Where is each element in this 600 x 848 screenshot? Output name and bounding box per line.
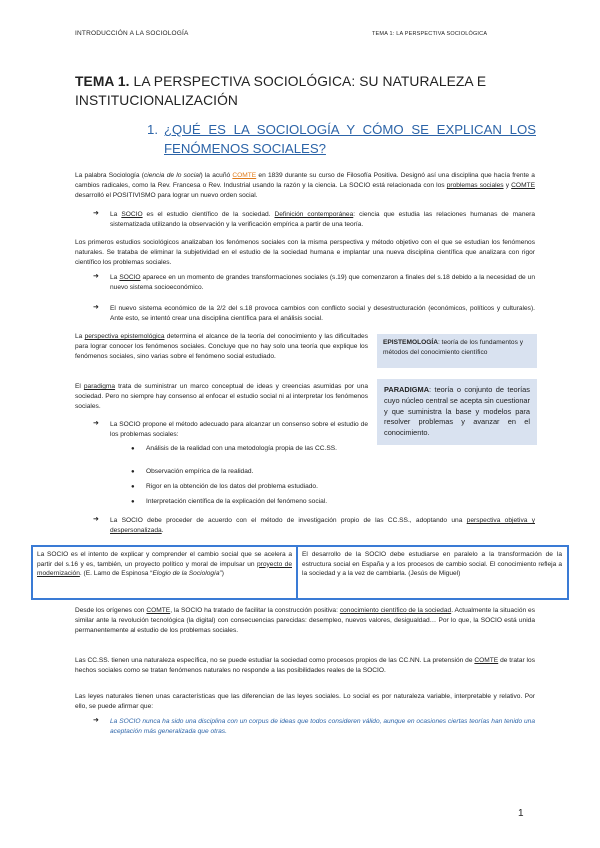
header-left: INTRODUCCIÓN A LA SOCIOLOGÍA <box>75 30 189 37</box>
bullet-socio-method: La SOCIO propone el método adecuado para alcanzar un consenso sobre el estudio de los problemas sociales: <box>110 421 368 439</box>
subbullet-item: Análisis de la realidad con una metodología propia de las CC.SS. <box>146 445 337 452</box>
paragraph-intro <box>75 171 535 202</box>
text: es el estudio científico de la sociedad. <box>142 211 275 218</box>
page-number: 1 <box>518 808 524 819</box>
text-underlined: perspectiva epistemológica <box>84 333 165 340</box>
comte-link[interactable]: COMTE <box>232 172 257 179</box>
paragraph-natural-laws: Las leyes naturales tienen unas características que las diferencian de las leyes sociales. Lo social es por naturaleza variable, interpretable y relativo. Por ello, se puede afirmar que: <box>75 693 535 711</box>
arrow-bullet-icon: ➜ <box>93 717 99 724</box>
text: de tratar los hechos sociales como se tratan fenómenos naturales no responde a las posibilidades reales de la SOCIO. <box>75 657 535 675</box>
bullet-socio-procedure <box>110 516 535 536</box>
paragraph-first-studies: Los primeros estudios sociológicos analizaban los fenómenos sociales con la misma perspectiva y método objetivo con el que se estudian los fenómenos naturales. Se trataba de eliminar la subjetividad en el estudio de la sociedad humana e implantar una nueva disciplina científica que analizara con rigor científico los problemas sociales. <box>75 239 535 267</box>
definition-box-epistemologia <box>377 334 537 368</box>
quotes-divider <box>296 547 298 598</box>
text-underlined: SOCIO <box>119 274 141 281</box>
text: : ciencia que estudia las relaciones humanas de manera sistematizada utilizando la observación y la verificación empírica a partir de una teoría. <box>110 211 536 229</box>
text: La <box>110 211 122 218</box>
text-underlined: SOCIO <box>121 211 143 218</box>
term: PARADIGMA <box>384 385 430 394</box>
text: desarrolló el POSITIVISMO para lograr un nuevo orden social. <box>75 192 258 200</box>
text: trata de suministrar un marco conceptual de ideas y creencias asumidas por una sociedad. Pero no siempre hay consenso al enfocar el estudio social ni al interpretar los fenómenos sociales. <box>75 383 368 411</box>
text-underlined: Definición contemporánea <box>274 211 354 218</box>
text: ) la acuñó <box>200 172 233 179</box>
text: La <box>110 274 120 281</box>
text-underlined: COMTE <box>146 607 171 614</box>
header-right: TEMA 1: LA PERSPECTIVA SOCIOLÓGICA <box>372 31 488 37</box>
text: La <box>75 333 85 340</box>
bullet-socio-definition <box>110 210 535 230</box>
section-heading-line1: ¿QUÉ ES LA SOCIOLOGÍA Y CÓMO SE EXPLICAN LOS <box>164 122 536 137</box>
text-underlined: COMTE <box>511 182 535 190</box>
section-number: 1. <box>147 122 158 137</box>
dot-bullet-icon: ● <box>131 484 135 490</box>
paragraph-origins <box>75 606 535 637</box>
paragraph-paradigm <box>75 382 368 413</box>
quote-lamo-de-espinosa <box>37 550 292 579</box>
text: determina el alcance de la teoría del conocimiento y las dificultades para lograr conocer los fenómenos sociales. Concluye que no hay solo una teoría que explique los fenómenos sociales, sino varias sobre el fenómeno social estudiado. <box>75 333 368 361</box>
section-heading-line2: FENÓMENOS SOCIALES? <box>164 141 326 156</box>
text-italic: Elogio de la Sociología <box>152 570 220 578</box>
definition: : teoría o conjunto de teorías cuyo núcleo central se acepta sin cuestionar y que suministra la base y modelos para resolver problemas y avanzar en el conocimiento. <box>384 385 530 438</box>
text-italic: ciencia de lo social <box>143 172 201 179</box>
arrow-bullet-icon: ➜ <box>93 516 99 523</box>
title-text-2: INSTITUCIONALIZACIÓN <box>75 93 238 108</box>
subbullet-item: Rigor en la obtención de los datos del problema estudiado. <box>146 483 318 490</box>
arrow-bullet-icon: ➜ <box>93 420 99 427</box>
bullet-socio-corpus: La SOCIO nunca ha sido una disciplina con un corpus de ideas que todos consideren válido, aunque en ocasiones ciertas teorías han tenido una aceptación más generalizada que otras. <box>110 718 535 736</box>
bullet-socio-origin <box>110 273 535 293</box>
dot-bullet-icon: ● <box>131 499 135 505</box>
text: . <box>161 527 164 535</box>
section-heading <box>164 120 536 158</box>
title-number: TEMA 1. <box>75 74 130 89</box>
text-underlined: COMTE <box>474 657 499 664</box>
definition-box-paradigma <box>377 379 537 445</box>
term: EPISTEMOLOGÍA <box>383 339 438 346</box>
text: La SOCIO es el intento de explicar y comprender el cambio social que se acelera a partir del s.16 y es, también, un proyecto político y moral de impulsar un <box>37 551 292 568</box>
definition: : teoría de los fundamentos y métodos del conocimiento científico <box>383 339 523 356</box>
text: ”) <box>219 570 224 578</box>
quote-jesus-de-miguel: El desarrollo de la SOCIO debe estudiarse en paralelo a la transformación de la estructura social en España y a los procesos de cambio social. El conocimiento refleja a la sociedad y a la vez de cambiarla. (Jesús de Miguel) <box>302 551 562 578</box>
subbullet-item: Observación empírica de la realidad. <box>146 468 254 475</box>
text: y <box>503 182 512 190</box>
subbullet-item: Interpretación científica de la explicación del fenómeno social. <box>146 498 328 505</box>
text: en 1839 durante su curso de Filosofía Positiva. Designó así una disciplina que hacía frente a cambios radicales, como la Rev. Francesa o Rev. Industrial usando la razón y la ciencia. La SOCIO está relacionada con los <box>75 172 535 190</box>
text-underlined: conocimiento científico de la sociedad <box>339 607 452 614</box>
arrow-bullet-icon: ➜ <box>93 273 99 280</box>
paragraph-social-sciences <box>75 656 535 676</box>
text: La palabra Sociología ( <box>75 172 144 179</box>
text-underlined: proyecto de modernización <box>37 560 292 578</box>
bullet-economic-system: El nuevo sistema económico de la 2/2 del s.18 provoca cambios con conflicto social y desestructuración (económicos, políticos y culturales). Ante esto, se intentó crear una disciplina científica para el análisis social. <box>110 305 535 323</box>
text: , la SOCIO ha tratado de facilitar la construcción positiva: <box>170 607 340 614</box>
text: aparece en un momento de grandes transformaciones sociales (s.19) que comenzaron a finales del s.18 debido a la necesidad de un nuevo sistema socioeconómico. <box>110 274 535 292</box>
text: . (E. Lamo de Espinosa “ <box>79 570 153 578</box>
text-underlined: problemas sociales <box>446 182 504 190</box>
text: La SOCIO debe proceder de acuerdo con el método de investigación propio de las CC.SS., adoptando una <box>110 517 467 524</box>
page-title <box>75 72 535 110</box>
dot-bullet-icon: ● <box>131 469 135 475</box>
paragraph-epistemological <box>75 332 368 363</box>
text-underlined: perspectiva objetiva y despersonalizada <box>110 517 535 535</box>
arrow-bullet-icon: ➜ <box>93 304 99 311</box>
text: Desde los orígenes con <box>75 607 147 614</box>
dot-bullet-icon: ● <box>131 446 135 452</box>
text-underlined: paradigma <box>83 383 116 390</box>
text: Las CC.SS. tienen una naturaleza específica, no se puede estudiar la sociedad como procesos propios de las CC.NN. La pretensión de <box>75 657 475 664</box>
arrow-bullet-icon: ➜ <box>93 210 99 217</box>
text: . Actualmente la situación es similar ante la revolución tecnológica (la digital) con consecuencias parecidas: desempleo, nuevos valores, desigualdad… Por lo que, la SOCIO está unida permanentemente al estudio de los problemas sociales. <box>75 607 536 635</box>
text: El <box>75 383 84 390</box>
title-text-1: LA PERSPECTIVA SOCIOLÓGICA: SU NATURALEZA E <box>129 74 487 89</box>
